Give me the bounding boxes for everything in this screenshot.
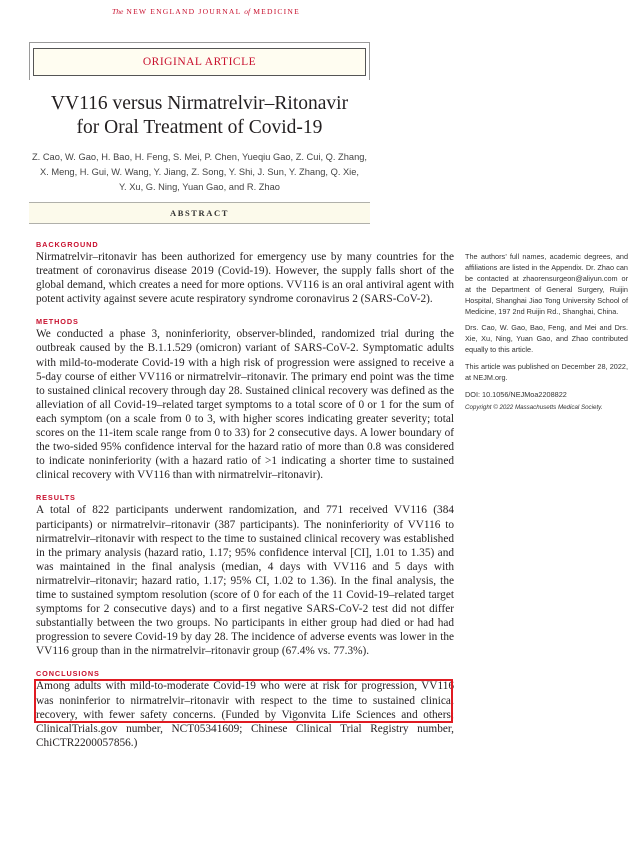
doi: DOI: 10.1056/NEJMoa2208822 [465, 389, 567, 399]
section-text: Among adults with mild-to-moderate Covid-19 who were at risk for progression, VV116 was noninferior to nirmatrelvir–ritonavir with respect to the time to sustained clinical recovery, with fewer safety concerns. (Funded by Vigonvita Life Sciences and others; ClinicalTrials.gov number, NCT05341609; Chinese Clinical Trial Registry number, ChiCTR2200057856.) [36, 680, 454, 749]
copyright: Copyright © 2022 Massachusetts Medical Society. [465, 403, 603, 411]
journal-masthead [0, 7, 412, 16]
title-line-1: VV116 versus Nirmatrelvir–Ritonavir [50, 93, 349, 114]
section-text: A total of 822 participants underwent randomization, and 771 received VV116 (384 participants) or nirmatrelvir–ritonavir (387 participants). The noninferiority of VV116 to nirmatrelvir–ritonavir with respect to the time to sustained clinical recovery was established in the primary analysis (hazard ratio, 1.17; 95% confidence interval [CI], 1.01 to 1.35) and was maintained in the final analysis (median, 4 days with VV116 and 5 days with nirmatrelvir–ritonavir; hazard ratio, 1.17; 95% CI, 1.02 to 1.36). In the final analysis, the time to sustained symptom resolution (score of 0 for each of the 11 Covid-19–related target symptoms for 2 consecutive days) and to a first negative SARS-CoV-2 test did not differ substantially between the two groups. No participants in either group had died or had had progression to severe Covid-19 by day 28. The incidence of adverse events was lower in the VV116 group than in the nirmatrelvir–ritonavir group (67.4% vs. 77.3%). [36, 504, 454, 658]
section-heading: CONCLUSIONS [36, 669, 100, 679]
title-line-2: for Oral Treatment of Covid-19 [76, 117, 323, 138]
article-sidebar-notes [465, 252, 628, 420]
article-type-banner [33, 48, 366, 76]
section-heading: BACKGROUND [36, 240, 99, 249]
authors-line-2: X. Meng, H. Gui, W. Wang, Y. Jiang, Z. Song, Y. Shi, J. Sun, Y. Zhang, Q. Xie, [39, 167, 360, 177]
abstract-section-results [36, 493, 454, 658]
abstract-section-methods [36, 317, 454, 482]
article-title [29, 92, 370, 140]
section-heading: RESULTS [36, 493, 76, 503]
abstract-body [36, 240, 454, 761]
section-heading: METHODS [36, 317, 79, 327]
abstract-heading: ABSTRACT [169, 208, 230, 218]
abstract-section-background [36, 240, 454, 306]
journal-name-part1: NEW ENGLAND JOURNAL [126, 7, 242, 16]
affiliation-note: The authors’ full names, academic degrees, and affiliations are listed in the Appendix. Dr. Zhao can be contacted at zhaorensurgeon@aliyun.com or at the Department of General Surgery, Ruijin Hospital, Shanghai Jiao Tong University School of Medicine, 197 2nd Ruijin Rd., Shanghai, China. [465, 252, 628, 316]
section-text: We conducted a phase 3, noninferiority, observer-blinded, randomized trial during the outbreak caused by the B.1.1.529 (omicron) variant of SARS-CoV-2. Symptomatic adults with mild-to-moderate Covid-19 with a high risk of progression were assigned to receive a 5-day course of either VV116 or nirmatrelvir–ritonavir. The primary end point was the time to sustained clinical recovery through day 28. Sustained clinical recovery was defined as the alleviation of all Covid-19–related target symptoms to a total score of 0 or 1 for the sum of each symptom (on a scale from 0 to 3, with higher scores indicating greater severity; total scores on the 11-item scale range from 0 to 33) for 2 consecutive days. A lower boundary of the two-sided 95% confidence interval for the hazard ratio of more than 0.8 was considered to indicate noninferiority (with a hazard ratio of >1 indicating a shorter time to sustained clinical recovery with VV116 than with nirmatrelvir–ritonavir). [36, 328, 454, 482]
journal-prefix: The [112, 7, 124, 16]
abstract-heading-bar [29, 202, 370, 224]
authors-line-3: Y. Xu, G. Ning, Yuan Gao, and R. Zhao [119, 182, 280, 192]
journal-name-part2: MEDICINE [253, 7, 300, 16]
journal-of: of [244, 7, 251, 16]
contribution-note: Drs. Cao, W. Gao, Bao, Feng, and Mei and Drs. Xie, Xu, Ning, Yuan Gao, and Zhao contributed equally to this article. [465, 323, 628, 355]
article-type-label: ORIGINAL ARTICLE [142, 56, 257, 68]
author-list [29, 150, 370, 195]
section-text: Nirmatrelvir–ritonavir has been authorized for emergency use by many countries for the treatment of coronavirus disease 2019 (Covid-19). However, the supply falls short of the global demand, which creates a need for more options. VV116 is an oral antiviral agent with potent activity against severe acute respiratory syndrome coronavirus 2 (SARS-CoV-2). [36, 251, 454, 306]
conclusions-body [36, 679, 454, 749]
publication-note: This article was published on December 28, 2022, at NEJM.org. [465, 362, 628, 383]
abstract-section-conclusions [36, 669, 454, 749]
authors-line-1: Z. Cao, W. Gao, H. Bao, H. Feng, S. Mei, P. Chen, Yueqiu Gao, Z. Cui, Q. Zhang, [31, 152, 368, 162]
